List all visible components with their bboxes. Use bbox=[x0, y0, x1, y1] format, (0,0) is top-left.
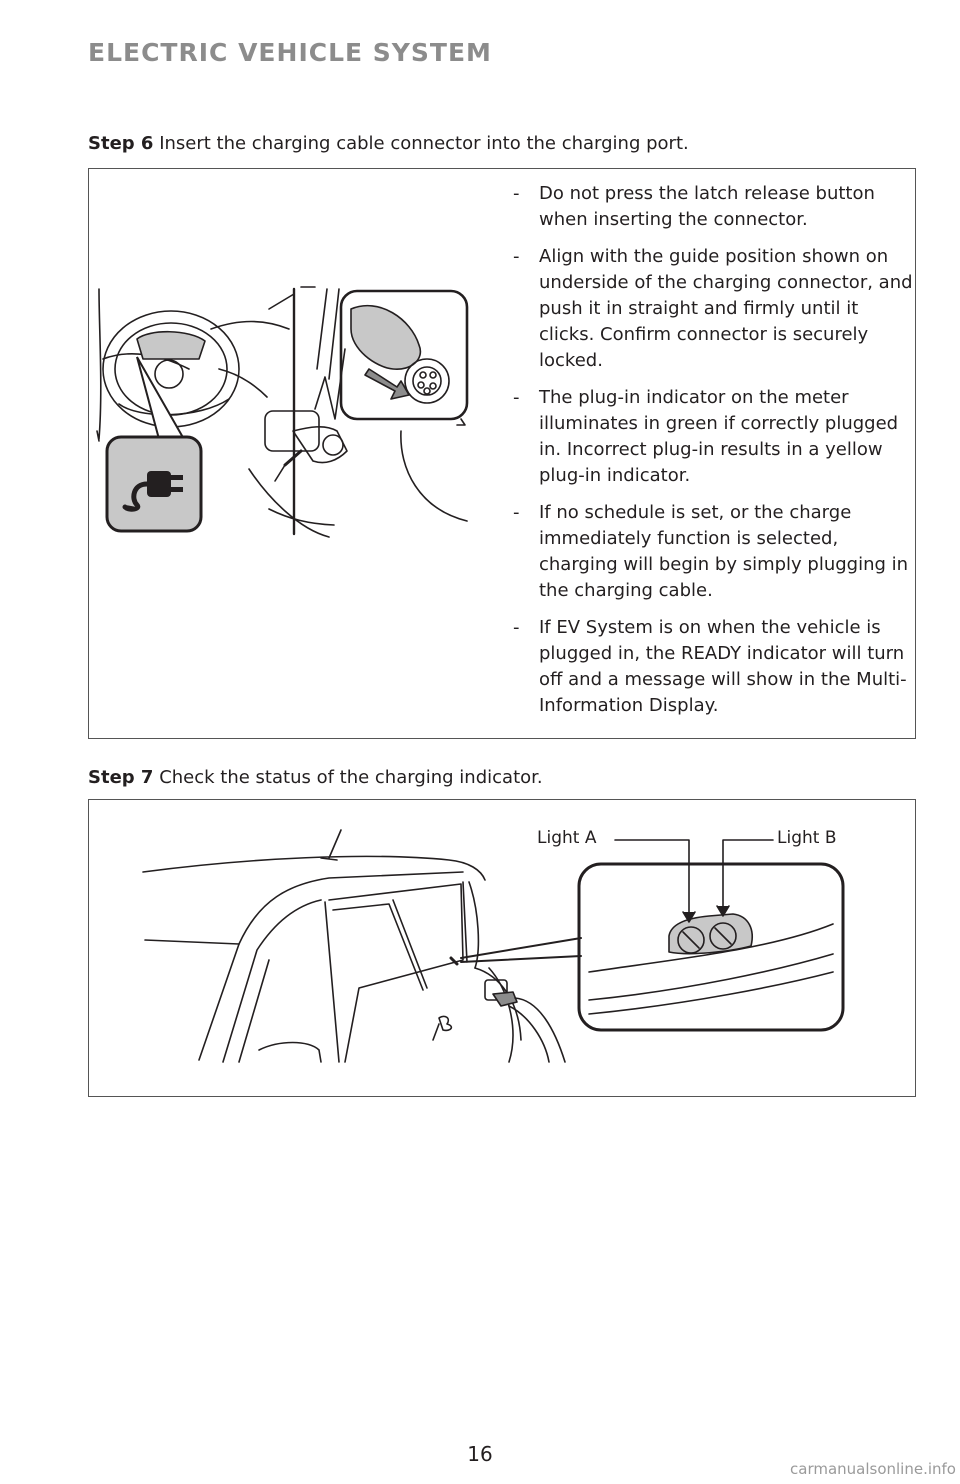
step-7-label: Step 7 bbox=[88, 767, 154, 788]
step-7-panel bbox=[88, 799, 916, 1097]
bullet-item: - Align with the guide position shown on underside of the charging connector, and push it in straight and firmly until it clicks. Confirm connector is securely locked. bbox=[513, 246, 913, 371]
charging-port-illustration bbox=[89, 169, 489, 549]
page-number: 16 bbox=[467, 1442, 493, 1466]
step-7-heading bbox=[88, 766, 543, 790]
step-6-bullet-list bbox=[513, 181, 913, 730]
step-6-panel bbox=[88, 168, 916, 739]
bullet-item: - If EV System is on when the vehicle is plugged in, the READY indicator will turn off and a message will show in the Multi-Information Display. bbox=[513, 617, 907, 716]
bullet-item: - If no schedule is set, or the charge immediately function is selected, charging will begin by simply plugging in the charging cable. bbox=[513, 502, 909, 601]
section-title: ELECTRIC VEHICLE SYSTEM bbox=[88, 38, 492, 67]
step-6-heading bbox=[88, 132, 689, 156]
bullet-item: - Do not press the latch release button when inserting the connector. bbox=[513, 183, 875, 230]
step-6-label: Step 6 bbox=[88, 133, 154, 154]
step-6-text: Insert the charging cable connector into the charging port. bbox=[159, 133, 689, 154]
light-a-label: Light A bbox=[537, 828, 597, 848]
step-7-text: Check the status of the charging indicator. bbox=[159, 767, 543, 788]
watermark: carmanualsonline.info bbox=[790, 1460, 956, 1478]
bullet-item: - The plug-in indicator on the meter illuminates in green if correctly plugged in. Incorrect plug-in results in a yellow plug-in indicator. bbox=[513, 387, 899, 486]
light-b-label: Light B bbox=[777, 828, 837, 848]
